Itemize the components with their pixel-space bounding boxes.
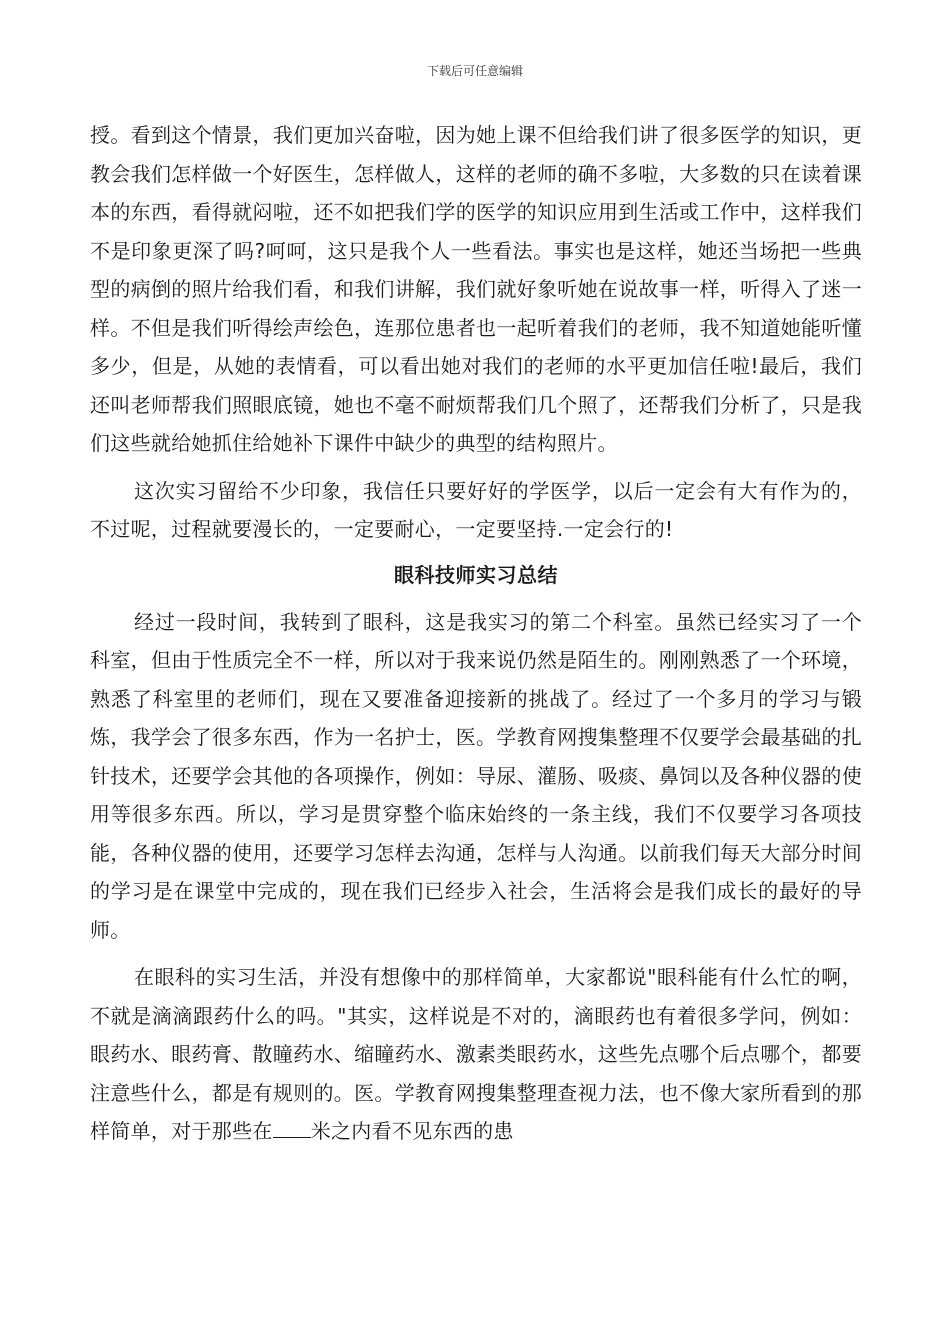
paragraph-3: 经过一段时间，我转到了眼科，这是我实习的第二个科室。虽然已经实习了一个科室，但由于性质完全不一样，所以对于我来说仍然是陌生的。刚刚熟悉了一个环境，熟悉了科室里的老师们，现在又要准备迎接新的挑战了。经过了一个多月的学习与锻炼，我学会了很多东西，作为一名护士，医。学教育网搜集整理不仅要学会最基础的扎针技术，还要学会其他的各项操作，例如：导尿、灌肠、吸痰、鼻饲以及各种仪器的使用等很多东西。所以，学习是贯穿整个临床始终的一条主线，我们不仅要学习各项技能，各种仪器的使用，还要学习怎样去沟通，怎样与人沟通。以前我们每天大部分时间的学习是在课堂中完成的，现在我们已经步入社会，生活将会是我们成长的最好的导师。 bbox=[90, 609, 862, 942]
document-body bbox=[90, 116, 862, 1151]
section-title: 眼科技师实习总结 bbox=[394, 562, 558, 587]
paragraph-4 bbox=[90, 958, 862, 1151]
paragraph-2: 这次实习留给不少印象，我信任只要好好的学医学，以后一定会有大有作为的，不过呢，过程就要漫长的，一定要耐心，一定要坚持.一定会行的! bbox=[90, 478, 862, 541]
fill-in-blank bbox=[273, 1119, 311, 1138]
page-header: 下载后可任意编辑 bbox=[426, 64, 523, 78]
paragraph-4-text-b: 米之内看不见东西的患 bbox=[310, 1119, 514, 1143]
paragraph-1: 授。看到这个情景，我们更加兴奋啦，因为她上课不但给我们讲了很多医学的知识，更教会我们怎样做一个好医生，怎样做人，这样的老师的确不多啦，大多数的只在读着课本的东西，看得就闷啦，还不如把我们学的医学的知识应用到生活或工作中，这样我们不是印象更深了吗?呵呵，这只是我个人一些看法。事实也是这样，她还当场把一些典型的病倒的照片给我们看，和我们讲解，我们就好象听她在说故事一样，听得入了迷一样。不但是我们听得绘声绘色，连那位患者也一起听着我们的老师，我不知道她能听懂多少，但是，从她的表情看，可以看出她对我们的老师的水平更加信任啦!最后，我们还叫老师帮我们照眼底镜，她也不毫不耐烦帮我们几个照了，还帮我们分析了，只是我们这些就给她抓住给她补下课件中缺少的典型的结构照片。 bbox=[90, 123, 862, 455]
paragraph-4-text-a: 在眼科的实习生活，并没有想像中的那样简单，大家都说"眼科能有什么忙的啊，不就是滴滴跟药什么的吗。"其实，这样说是不对的，滴眼药也有着很多学问，例如：眼药水、眼药膏、散瞳药水、缩瞳药水、激素类眼药水，这些先点哪个后点哪个，都要注意些什么，都是有规则的。医。学教育网搜集整理查视力法，也不像大家所看到的那样简单，对于那些在 bbox=[90, 965, 862, 1143]
